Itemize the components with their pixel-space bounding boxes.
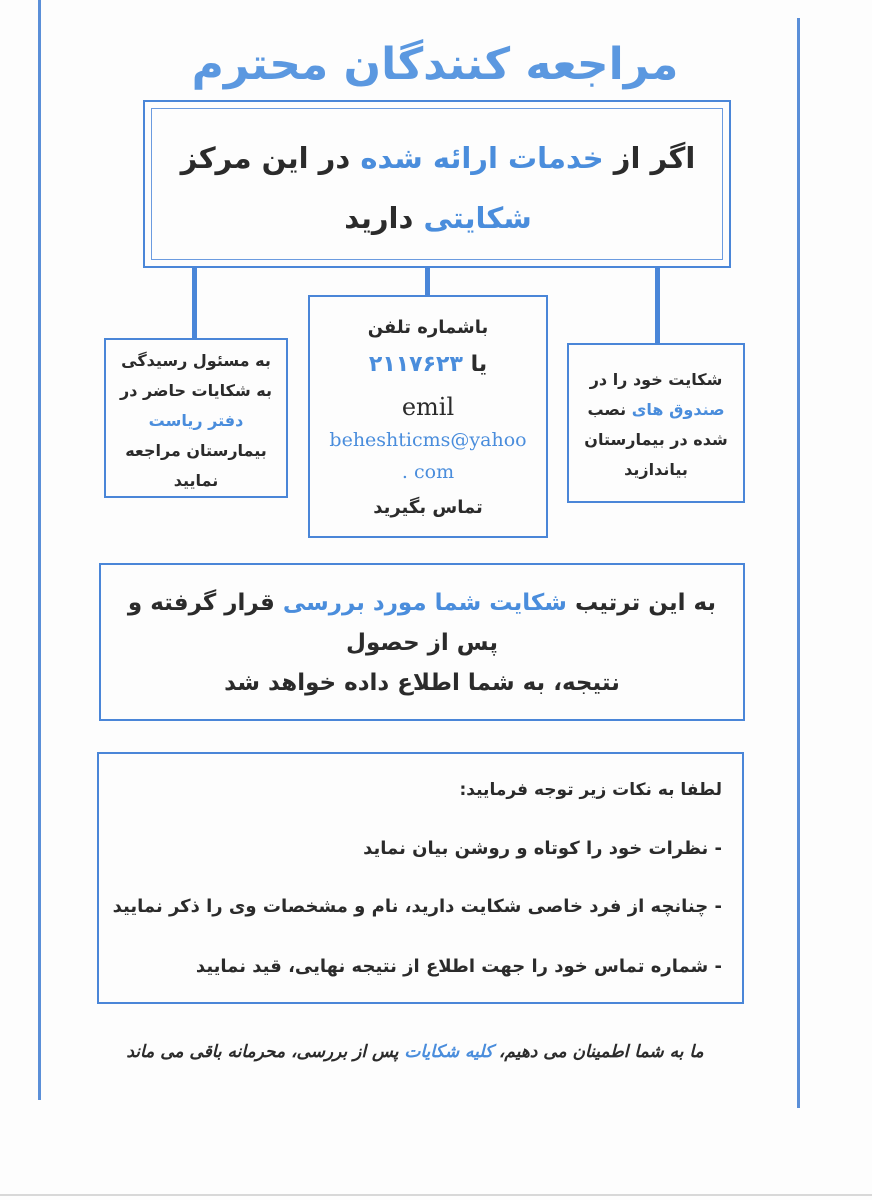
connector-middle — [425, 268, 430, 296]
footer-part1: ما به شما اطمینان می دهیم، — [498, 1042, 704, 1062]
left-line4: بیمارستان مراجعه — [125, 441, 267, 460]
scan-bottom-edge — [0, 1194, 872, 1196]
result-line2: پس از حصول — [346, 630, 498, 656]
right-line2 — [569, 395, 743, 425]
mid-line-last: تماس بگیرید — [373, 497, 483, 518]
right-line1: شکایت خود را در — [589, 370, 723, 389]
left-line3: دفتر ریاست — [148, 411, 244, 430]
result-box — [99, 563, 745, 721]
mid-phone: ۲۱۱۷۶۲۳ — [368, 352, 463, 377]
notes-heading: لطفا به نکات زیر توجه فرمایید: — [459, 780, 722, 800]
middle-box — [308, 295, 548, 538]
mid-phone-row — [310, 352, 546, 377]
right-box-text — [569, 365, 743, 485]
result-l1-b: شکایت شما — [434, 590, 567, 616]
right-line2-a: صندوق های — [631, 400, 725, 419]
header-line1-b: خدمات ارائه شده — [360, 141, 604, 175]
connector-left — [192, 268, 197, 340]
footer-part2: کلیه شکایات — [404, 1042, 493, 1062]
right-line3: شده در بیمارستان — [584, 430, 728, 449]
right-border-line — [797, 18, 800, 1108]
footer-part3: پس از بررسی، محرمانه باقی می ماند — [126, 1042, 399, 1062]
left-line1: به مسئول رسیدگی — [121, 351, 271, 370]
connector-right — [655, 268, 660, 344]
mid-email-end: . com — [401, 461, 455, 483]
note-item-2: - چنانچه از فرد خاصی شکایت دارید، نام و مشخصات وی را ذکر نمایید — [112, 896, 722, 917]
result-text — [101, 583, 743, 703]
header-text — [173, 128, 703, 248]
left-box-text — [106, 346, 286, 496]
result-l1-d: قرار گرفته و — [127, 590, 275, 616]
notes-box — [97, 752, 744, 1004]
result-l1-a: به این ترتیب — [574, 590, 717, 616]
left-border-line — [38, 0, 41, 1100]
left-line2: به شکایات حاضر در — [120, 381, 272, 400]
left-line5: نمایید — [173, 471, 219, 490]
mid-email-label: emil — [401, 393, 455, 421]
right-line2-b: نصب — [587, 400, 627, 419]
note-item-3: - شماره تماس خود را جهت اطلاع از نتیجه نهایی، قید نمایید — [195, 956, 722, 977]
header-line2-b: دارید — [344, 201, 414, 235]
page-title: مراجعه کنندگان محترم — [191, 39, 679, 90]
header-line2-a: شکایتی — [423, 201, 532, 235]
result-line3: نتیجه، به شما اطلاع داده خواهد شد — [224, 670, 620, 696]
header-line1-c: در این مرکز — [180, 141, 351, 175]
right-box — [567, 343, 745, 503]
header-box — [143, 100, 731, 268]
header-line1-a: اگر از — [613, 141, 696, 175]
note-item-1: - نظرات خود را کوتاه و روشن بیان نماید — [363, 838, 722, 859]
mid-email: beheshticms@yahoo — [329, 429, 527, 451]
right-line4: بیاندازید — [624, 460, 688, 479]
footer-note — [50, 1042, 780, 1062]
result-l1-c: مورد بررسی — [282, 590, 427, 616]
left-box — [104, 338, 288, 498]
mid-or: یا — [470, 352, 488, 377]
result-line1 — [101, 583, 743, 623]
mid-line1: باشماره تلفن — [367, 317, 489, 338]
